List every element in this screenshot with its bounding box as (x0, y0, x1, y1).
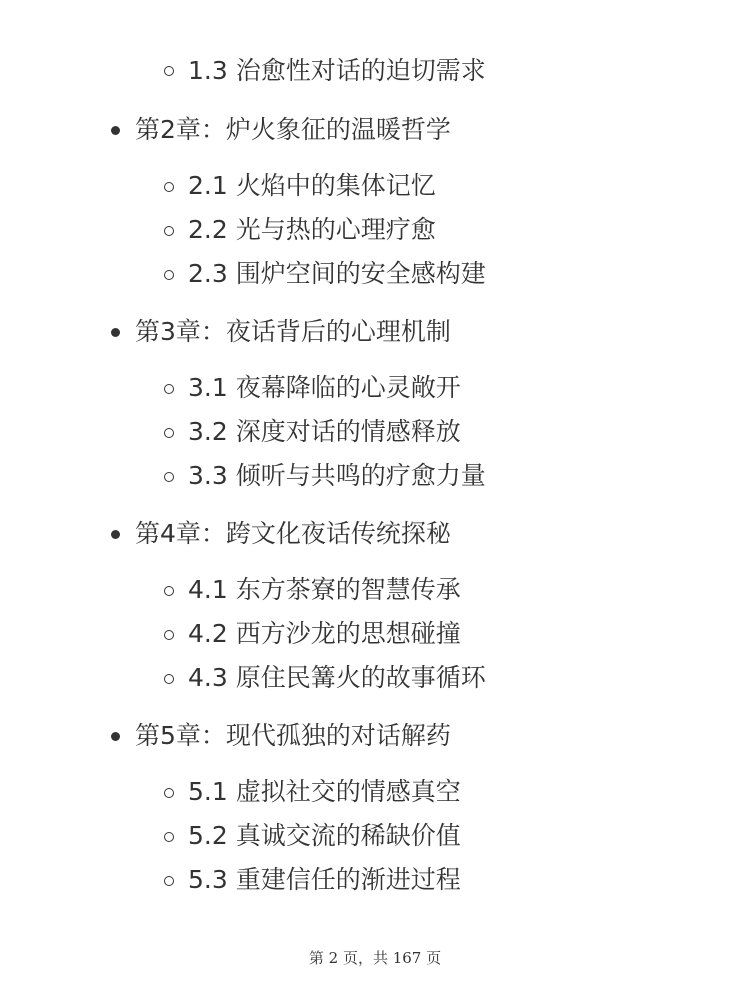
toc-subitem: 1.3 治愈性对话的迫切需求 (188, 56, 486, 85)
filled-bullet-icon (111, 126, 120, 135)
toc-subitem: 3.2 深度对话的情感释放 (188, 417, 461, 446)
page-footer: 第 2 页，共 167 页 (308, 949, 442, 967)
hollow-bullet-icon (164, 66, 174, 76)
hollow-bullet-icon (164, 182, 174, 192)
toc-subitem: 2.3 围炉空间的安全感构建 (188, 259, 486, 288)
hollow-bullet-icon (164, 586, 174, 596)
toc-subitem: 4.1 东方茶寮的智慧传承 (188, 575, 461, 604)
toc-subitem: 3.1 夜幕降临的心灵敞开 (188, 373, 461, 402)
hollow-bullet-icon (164, 876, 174, 886)
hollow-bullet-icon (164, 674, 174, 684)
filled-bullet-icon (111, 328, 120, 337)
hollow-bullet-icon (164, 428, 174, 438)
filled-bullet-icon (111, 530, 120, 539)
toc-subitem: 5.1 虚拟社交的情感真空 (188, 777, 461, 806)
toc-subitem: 2.2 光与热的心理疗愈 (188, 215, 436, 244)
hollow-bullet-icon (164, 384, 174, 394)
hollow-bullet-icon (164, 226, 174, 236)
toc-subitem: 4.3 原住民篝火的故事循环 (188, 663, 486, 692)
toc-subitem: 2.1 火焰中的集体记忆 (188, 171, 436, 200)
filled-bullet-icon (111, 732, 120, 741)
toc-subitem: 4.2 西方沙龙的思想碰撞 (188, 619, 461, 648)
toc-subitem: 5.2 真诚交流的稀缺价值 (188, 821, 461, 850)
toc-chapter: 第3章：夜话背后的心理机制 (135, 317, 451, 346)
toc-chapter: 第4章：跨文化夜话传统探秘 (135, 519, 451, 548)
hollow-bullet-icon (164, 270, 174, 280)
hollow-bullet-icon (164, 832, 174, 842)
toc-subitem: 5.3 重建信任的渐进过程 (188, 865, 461, 894)
toc-chapter: 第2章：炉火象征的温暖哲学 (135, 115, 451, 144)
hollow-bullet-icon (164, 630, 174, 640)
hollow-bullet-icon (164, 472, 174, 482)
hollow-bullet-icon (164, 788, 174, 798)
toc-subitem: 3.3 倾听与共鸣的疗愈力量 (188, 461, 486, 490)
toc-chapter: 第5章：现代孤独的对话解药 (135, 721, 451, 750)
